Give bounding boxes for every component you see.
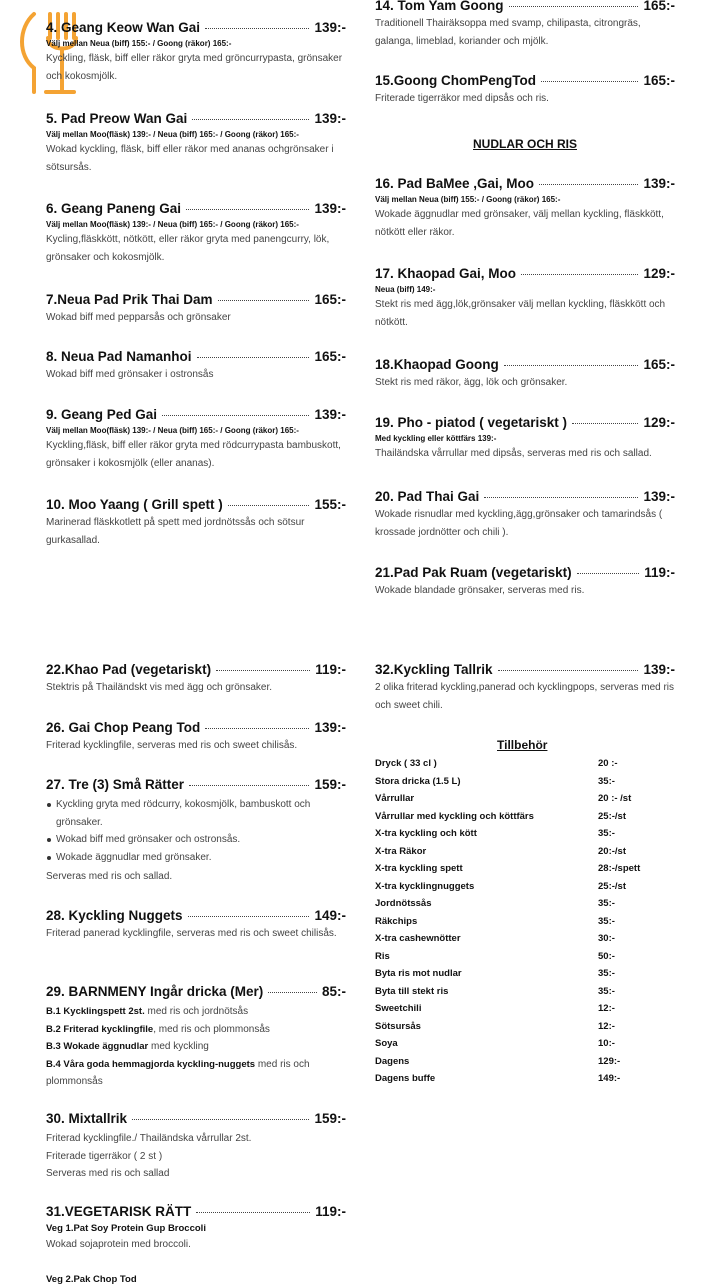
accessory-row (375, 968, 675, 986)
kids-menu-line (46, 1003, 346, 1021)
accessory-row (375, 986, 675, 1004)
accessory-name: X-tra kyckling spett (375, 863, 463, 874)
menu-item-name: 8. Neua Pad Namanhoi (46, 349, 192, 364)
menu-item-name: 28. Kyckling Nuggets (46, 908, 183, 923)
menu-item-options: Välj mellan Moo(fläsk) 139:- / Neua (biff) 165:- / Goong (räkor) 165:- (46, 130, 299, 139)
menu-item-price: 165:- (314, 349, 346, 364)
menu-item-price: 139:- (314, 20, 346, 35)
menu-item-description: Wokad biff med pepparsås och grönsaker (46, 312, 231, 323)
accessory-row (375, 951, 675, 969)
menu-item-name: 6. Geang Paneng Gai (46, 201, 182, 216)
menu-item (46, 201, 346, 266)
mix-plate-line: Friterade tigerräkor ( 2 st ) (46, 1150, 163, 1162)
accessory-price: 20:-/st (598, 845, 626, 857)
menu-item-description: Marinerad fläskkotlett på spett med jordnötssås och sötsur gurkasallad. (46, 517, 305, 546)
menu-item-options: Välj mellan Moo(fläsk) 139:- / Neua (biff) 165:- / Goong (räkor) 165:- (46, 220, 299, 229)
dot-leader (205, 28, 309, 29)
dot-leader (188, 916, 310, 917)
menu-item-description: Friterade tigerräkor med dipsås och ris. (375, 93, 549, 104)
accessory-name: Byta till stekt ris (375, 985, 449, 997)
dot-leader (509, 6, 639, 7)
accessory-row (375, 1038, 675, 1056)
bullet-item: Kyckling gryta med rödcurry, kokosmjölk, bambuskott och grönsaker. (46, 796, 346, 831)
menu-item-description: Stekt ris med räkor, ägg, lök och grönsaker. (375, 377, 568, 388)
menu-item-header (46, 349, 346, 364)
accessory-row (375, 933, 675, 951)
menu-item-header (375, 415, 675, 430)
menu-item-header (375, 489, 675, 504)
accessory-row (375, 776, 675, 794)
accessory-name: Räkchips (375, 915, 418, 927)
menu-item-name: 15.Goong ChomPengTod (375, 73, 536, 88)
menu-item (46, 720, 346, 755)
accessory-name: Jordnötssås (375, 898, 432, 909)
dot-leader (228, 505, 310, 506)
menu-item-header (46, 984, 346, 999)
accessory-price: 10:- (598, 1038, 615, 1049)
accessory-name: Dryck ( 33 cl ) (375, 758, 437, 769)
dot-leader (132, 1119, 309, 1120)
menu-item-description: Wokade risnudlar med kyckling,ägg,grönsaker och tamarindsås ( krossade jordnötter och chili ). (375, 509, 663, 538)
accessory-row (375, 881, 675, 899)
menu-item-header (46, 407, 346, 422)
menu-item (46, 349, 346, 384)
menu-item-description: Wokade blandade grönsaker, serveras med ris. (375, 585, 585, 596)
menu-item-name: 22.Khao Pad (vegetariskt) (46, 662, 212, 677)
menu-item-price: 139:- (643, 176, 675, 191)
menu-item-name: 21.Pad Pak Ruam (vegetariskt) (375, 565, 572, 580)
veg-option-2: Veg 2.Pak Chop Tod (46, 1274, 137, 1285)
accessory-name: Ris (375, 950, 390, 962)
kids-menu-line (46, 1038, 346, 1056)
menu-item (46, 407, 346, 472)
accessory-row (375, 863, 675, 881)
menu-item-header (375, 266, 675, 281)
menu-item-header (46, 20, 346, 35)
dot-leader (268, 992, 317, 993)
menu-item-name: 10. Moo Yaang ( Grill spett ) (46, 497, 223, 512)
menu-item-description: Wokad kyckling, fläsk, biff eller räkor med ananas ochgrönsaker i sötsursås. (46, 144, 334, 173)
menu-item-name: 19. Pho - piatod ( vegetariskt ) (375, 415, 568, 430)
bullet-list (46, 796, 346, 866)
menu-item-header (375, 662, 675, 677)
menu-item-description: Traditionell Thairäksoppa med svamp, chilipasta, citrongräs, galanga, limeblad, koriander och mjölk. (375, 18, 641, 47)
menu-item-name: 27. Tre (3) Små Rätter (46, 777, 185, 792)
menu-item-header (46, 720, 346, 735)
dot-leader (205, 728, 309, 729)
accessory-price: 28:-/spett (598, 863, 641, 874)
menu-item (46, 1204, 346, 1254)
menu-item (375, 489, 675, 541)
kids-menu-code: B.1 Kycklingspett 2st. (46, 1006, 145, 1017)
menu-item-header (46, 908, 346, 923)
accessory-price: 35:- (598, 915, 615, 927)
menu-item-options: Välj mellan Neua (biff) 155:- / Goong (räkor) 165:- (46, 39, 232, 48)
menu-item-name: 26. Gai Chop Peang Tod (46, 720, 201, 735)
mix-plate-line: Serveras med ris och sallad (46, 1168, 170, 1179)
accessory-price: 35:- (598, 775, 615, 787)
menu-item-name: 9. Geang Ped Gai (46, 407, 158, 422)
menu-item-header (46, 497, 346, 512)
menu-item-name: 14. Tom Yam Goong (375, 0, 504, 13)
accessory-name: Soya (375, 1038, 398, 1049)
dot-leader (484, 497, 638, 498)
accessory-name: Dagens (375, 1055, 410, 1067)
accessory-price: 12:- (598, 1020, 615, 1032)
accessory-name: X-tra kycklingnuggets (375, 880, 475, 892)
menu-item-price: 159:- (314, 777, 346, 792)
menu-item-options: Med kyckling eller köttfärs 139:- (375, 434, 497, 443)
kids-menu-text: med ris och plommonsås (46, 1058, 310, 1087)
accessory-price: 25:-/st (598, 810, 626, 822)
accessory-name: Sweetchili (375, 1003, 422, 1014)
menu-item-price: 139:- (643, 489, 675, 504)
menu-item-options: Välj mellan Neua (biff) 155:- / Goong (räkor) 165:- (375, 195, 561, 204)
accessory-name: Dagens buffe (375, 1073, 436, 1084)
accessory-name: Stora dricka (1.5 L) (375, 775, 461, 787)
accessory-price: 20 :- (598, 758, 618, 769)
menu-item (46, 908, 346, 943)
accessory-name: Sötsursås (375, 1020, 421, 1032)
menu-item-header (375, 357, 675, 372)
menu-item-price: 159:- (314, 1111, 346, 1126)
dot-leader (189, 785, 309, 786)
kids-menu-code: B.4 Våra goda hemmagjorda kyckling-nuggets (46, 1058, 256, 1070)
menu-item-price: 139:- (314, 720, 346, 735)
accessory-row (375, 811, 675, 829)
accessory-row (375, 758, 675, 776)
menu-item-name: 32.Kyckling Tallrik (375, 662, 493, 677)
menu-item-header (46, 777, 346, 792)
menu-item (375, 0, 675, 50)
dot-leader (162, 415, 309, 416)
menu-item-description: Stekt ris med ägg,lök,grönsaker välj mellan kyckling, fläskkött och nötkött. (375, 299, 666, 328)
kids-menu-text: med ris och jordnötsås (144, 1006, 249, 1017)
accessory-name: X-tra kyckling och kött (375, 828, 477, 839)
accessory-row (375, 1003, 675, 1021)
dot-leader (539, 184, 638, 185)
menu-item-header (375, 176, 675, 191)
menu-item (46, 1111, 346, 1183)
menu-item-name: 29. BARNMENY Ingår dricka (Mer) (46, 984, 264, 999)
menu-item-price: 85:- (321, 984, 346, 999)
menu-item-price: 165:- (643, 357, 675, 372)
menu-item (46, 984, 346, 1091)
accessory-price: 35:- (598, 898, 615, 909)
accessory-name: X-tra cashewnötter (375, 933, 461, 944)
menu-item-price: 139:- (643, 662, 675, 677)
menu-item-price: 119:- (315, 1204, 346, 1219)
accessory-name: Byta ris mot nudlar (375, 968, 462, 979)
section-title-accessories: Tillbehör (497, 738, 548, 752)
kids-menu-line (46, 1056, 346, 1091)
menu-item (46, 497, 346, 549)
accessories-list (375, 758, 675, 1091)
menu-item-header (46, 662, 346, 677)
kids-menu-list (46, 1003, 346, 1091)
kids-menu-text: , med ris och plommonsås (153, 1023, 270, 1035)
menu-item-description: Kyckling,fläsk, biff eller räkor gryta med rödcurrypasta bambuskott, grönsaker i kokosmjölk (eller ananas). (46, 440, 341, 469)
menu-item-description: Friterad panerad kycklingfile, serveras med ris och sweet chilisås. (46, 928, 337, 939)
dot-leader (218, 300, 310, 301)
menu-item (375, 565, 675, 600)
menu-item-description: Thailändska vårrullar med dipsås, serveras med ris och sallad. (375, 448, 652, 459)
menu-item-price: 149:- (314, 908, 346, 923)
dot-leader (197, 357, 310, 358)
accessory-name: Vårrullar med kyckling och köttfärs (375, 810, 534, 822)
menu-item (46, 292, 346, 327)
kids-menu-code: B.2 Friterad kycklingfile (46, 1023, 154, 1035)
dot-leader (541, 81, 638, 82)
menu-item-description: Wokad sojaprotein med broccoli. (46, 1239, 191, 1250)
menu-item-price: 129:- (643, 415, 675, 430)
accessory-row (375, 1021, 675, 1039)
menu-item-header (375, 73, 675, 88)
bullet-item: Wokad biff med grönsaker och ostronsås. (46, 831, 346, 849)
menu-item-name: 17. Khaopad Gai, Moo (375, 266, 517, 281)
accessory-price: 25:-/st (598, 880, 626, 892)
menu-item (375, 415, 675, 463)
menu-item-options: Neua (biff) 149:- (375, 285, 436, 294)
menu-item (375, 73, 675, 108)
dot-leader (577, 573, 640, 574)
menu-item-price: 139:- (314, 407, 346, 422)
accessory-price: 149:- (598, 1073, 621, 1084)
dot-leader (216, 670, 310, 671)
menu-item-price: 139:- (314, 111, 346, 126)
menu-item-price: 165:- (643, 0, 675, 13)
accessory-price: 35:- (598, 985, 615, 997)
menu-item-header (46, 111, 346, 126)
menu-item-name: 31.VEGETARISK RÄTT (46, 1204, 192, 1219)
veg-option-1: Veg 1.Pat Soy Protein Gup Broccoli (46, 1223, 206, 1234)
menu-item-description: Friterad kycklingfile, serveras med ris och sweet chilisås. (46, 740, 298, 751)
dot-leader (504, 365, 639, 366)
menu-item-header (46, 292, 346, 307)
menu-item-name: 20. Pad Thai Gai (375, 489, 480, 504)
menu-item-price: 119:- (644, 565, 675, 580)
menu-item-price: 155:- (314, 497, 346, 512)
menu-item-description: Kycling,fläskkött, nötkött, eller räkor gryta med panengcurry, lök, grönsaker och kokosmjölk. (46, 234, 330, 263)
menu-item (46, 662, 346, 697)
accessory-price: 20 :- /st (598, 793, 632, 804)
dot-leader (498, 670, 639, 671)
menu-item-description: Wokad biff med grönsaker i ostronsås (46, 369, 214, 380)
menu-item-name: 7.Neua Pad Prik Thai Dam (46, 292, 213, 307)
dot-leader (192, 119, 309, 120)
accessory-row (375, 828, 675, 846)
bullet-item: Wokade äggnudlar med grönsaker. (46, 849, 346, 867)
menu-item-name: 5. Pad Preow Wan Gai (46, 111, 188, 126)
dot-leader (196, 1212, 310, 1213)
menu-item-header (375, 0, 675, 13)
accessory-row (375, 793, 675, 811)
accessory-row (375, 1073, 675, 1091)
menu-item-name: 4. Geang Keow Wan Gai (46, 20, 201, 35)
menu-item-name: 16. Pad BaMee ,Gai, Moo (375, 176, 535, 191)
menu-item (46, 777, 346, 886)
dot-leader (572, 423, 638, 424)
menu-item-description: Serveras med ris och sallad. (46, 871, 173, 882)
menu-item-header (46, 201, 346, 216)
menu-item-header (46, 1204, 346, 1219)
accessory-row (375, 846, 675, 864)
menu-item-price: 165:- (643, 73, 675, 88)
accessory-price: 35:- (598, 828, 615, 839)
menu-item-header (46, 1111, 346, 1126)
accessory-row (375, 898, 675, 916)
kids-menu-line (46, 1021, 346, 1039)
menu-item-price: 139:- (314, 201, 346, 216)
menu-item-name: 18.Khaopad Goong (375, 357, 499, 372)
accessory-price: 35:- (598, 968, 615, 979)
menu-item (375, 357, 675, 392)
section-title-noodles: NUDLAR OCH RIS (473, 137, 577, 151)
menu-item-description: 2 olika friterad kyckling,panerad och kycklingpops, serveras med ris och sweet chili. (375, 682, 675, 711)
accessory-name: X-tra Räkor (375, 845, 427, 857)
menu-item (375, 266, 675, 331)
mix-plate-line: Friterad kycklingfile./ Thailändska vårrullar 2st. (46, 1133, 252, 1144)
accessory-price: 12:- (598, 1003, 615, 1014)
menu-item-name: 30. Mixtallrik (46, 1111, 128, 1126)
menu-item-description: Kyckling, fläsk, biff eller räkor gryta med gröncurrypasta, grönsaker och kokosmjölk. (46, 53, 343, 82)
menu-item (46, 20, 346, 85)
accessory-price: 50:- (598, 950, 615, 962)
menu-item (375, 662, 675, 714)
menu-item-description: Stektris på Thailändskt vis med ägg och grönsaker. (46, 682, 273, 693)
kids-menu-code: B.3 Wokade äggnudlar (46, 1041, 149, 1052)
menu-item-description: Wokade äggnudlar med grönsaker, välj mellan kyckling, fläskkött, nötkött eller räkor. (375, 209, 664, 238)
accessory-row (375, 1056, 675, 1074)
accessory-row (375, 916, 675, 934)
menu-item-price: 129:- (643, 266, 675, 281)
accessory-name: Vårrullar (375, 793, 415, 804)
menu-item (375, 176, 675, 241)
accessory-price: 30:- (598, 933, 615, 944)
dot-leader (186, 209, 309, 210)
menu-item-price: 165:- (314, 292, 346, 307)
kids-menu-text: med kyckling (148, 1041, 209, 1052)
dot-leader (521, 274, 638, 275)
menu-item-price: 119:- (315, 662, 346, 677)
mix-plate-list (46, 1130, 346, 1183)
menu-item-options: Välj mellan Moo(fläsk) 139:- / Neua (biff) 165:- / Goong (räkor) 165:- (46, 426, 299, 435)
accessory-price: 129:- (598, 1055, 621, 1067)
menu-item (46, 111, 346, 176)
menu-item-header (375, 565, 675, 580)
